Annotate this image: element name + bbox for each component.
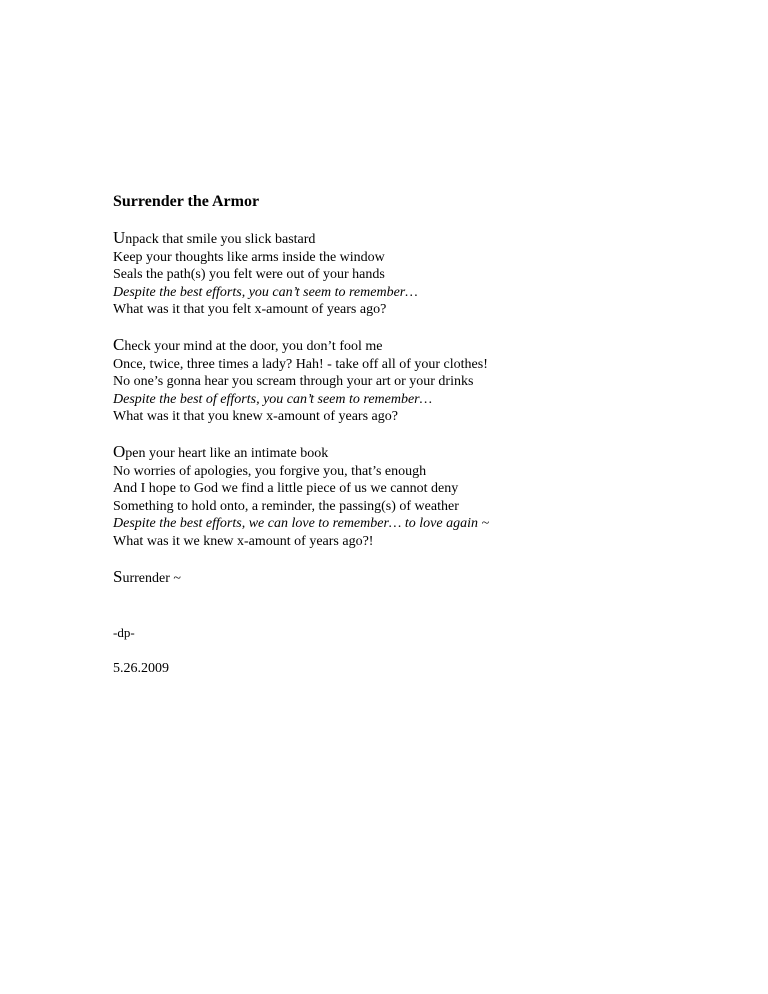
poem-line (113, 443, 673, 463)
poem-line: No worries of apologies, you forgive you, that’s enough (113, 463, 427, 479)
poem-line: Once, twice, three times a lady? Hah! - take off all of your clothes! (113, 356, 488, 372)
line-text: heck your mind at the door, you don’t fool me (124, 338, 383, 354)
poem-line: And I hope to God we find a little piece of us we cannot deny (113, 481, 459, 497)
stanza-1 (113, 229, 673, 319)
poem-line: Seals the path(s) you felt were out of your hands (113, 267, 385, 283)
poem-title: Surrender the Armor (113, 193, 260, 210)
poem-line: No one’s gonna hear you scream through your art or your drinks (113, 374, 474, 390)
closing-initial: S (113, 566, 123, 586)
line-text: npack that smile you slick bastard (125, 232, 316, 247)
closing-text: urrender ~ (122, 570, 181, 586)
line-initial: U (113, 228, 126, 247)
poem-line: What was it that you felt x-amount of years ago? (113, 302, 387, 318)
stanza-2 (113, 336, 673, 426)
poem-line: What was it that you knew x-amount of years ago? (113, 409, 398, 425)
poem-date: 5.26.2009 (113, 660, 169, 676)
poem-line-refrain: Despite the best of efforts, you can’t seem to remember… (113, 391, 433, 407)
line-initial: O (113, 441, 126, 461)
poem-line (113, 336, 673, 356)
line-initial: C (113, 334, 125, 354)
poem-line-refrain: Despite the best efforts, we can love to remember… to love again ~ (113, 516, 490, 532)
poem-line: Keep your thoughts like arms inside the window (113, 249, 385, 265)
poem-line: What was it we knew x-amount of years ago?! (113, 533, 374, 549)
line-text: pen your heart like an intimate book (125, 445, 329, 461)
poem-line (113, 229, 673, 249)
poem-closing (113, 568, 673, 588)
poem-line-refrain: Despite the best efforts, you can’t seem to remember… (113, 284, 418, 300)
author-signature: -dp- (113, 624, 135, 640)
stanza-3 (113, 443, 673, 551)
poem-page (113, 191, 673, 678)
poem-line: Something to hold onto, a reminder, the passing(s) of weather (113, 498, 459, 514)
